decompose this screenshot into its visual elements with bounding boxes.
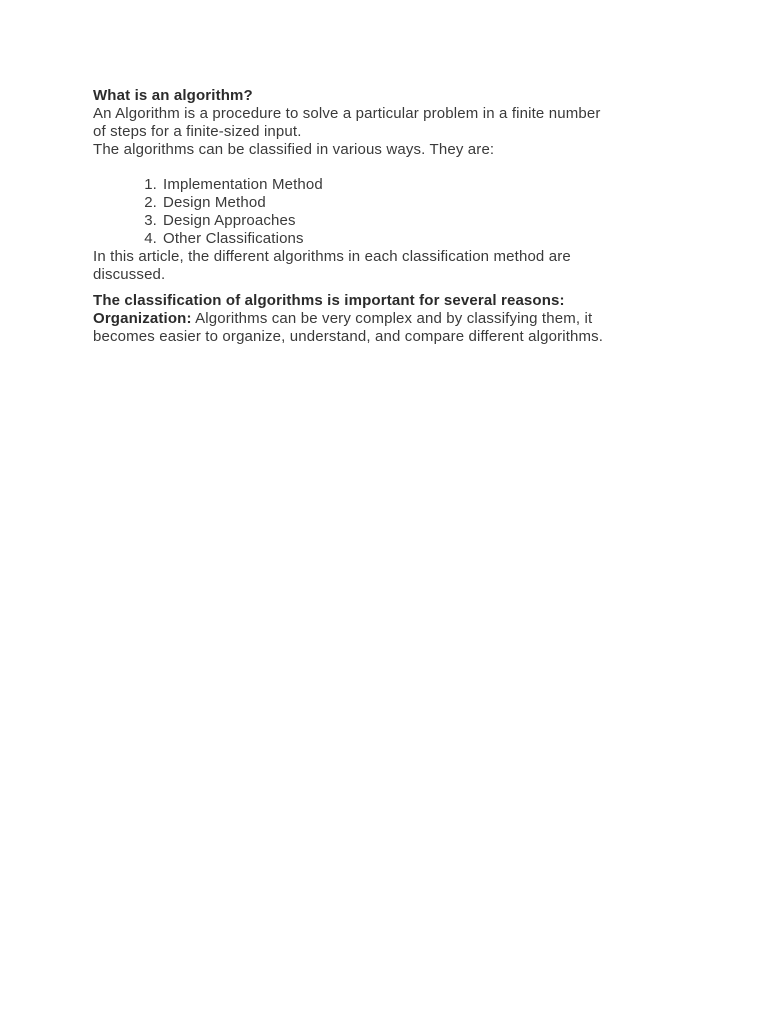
section-heading: What is an algorithm?: [93, 87, 253, 104]
list-item-text: Implementation Method: [163, 176, 323, 193]
organization-paragraph-line-1: [93, 310, 673, 328]
list-item-text: Design Method: [163, 194, 266, 211]
list-item: [93, 176, 673, 194]
list-item-text: Design Approaches: [163, 212, 296, 229]
list-item-number: 3.: [144, 212, 157, 229]
list-item-number: 2.: [144, 194, 157, 211]
classification-list: [93, 176, 673, 248]
importance-heading: The classification of algorithms is important for several reasons:: [93, 292, 565, 309]
list-item: [93, 194, 673, 212]
list-item: [93, 212, 673, 230]
intro-line-2: of steps for a finite-sized input.: [93, 123, 302, 140]
article-line-1: In this article, the different algorithms in each classification method are: [93, 248, 571, 265]
document-body: [93, 87, 673, 346]
list-item-text: Other Classifications: [163, 230, 304, 247]
intro-line-1: An Algorithm is a procedure to solve a particular problem in a finite number: [93, 105, 601, 122]
list-item: [93, 230, 673, 248]
organization-text-2: becomes easier to organize, understand, and compare different algorithms.: [93, 328, 604, 345]
organization-label: Organization:: [93, 310, 192, 327]
classified-line: The algorithms can be classified in various ways. They are:: [93, 141, 495, 158]
article-line-2: discussed.: [93, 266, 166, 283]
organization-text-1: Algorithms can be very complex and by classifying them, it: [191, 310, 593, 327]
list-item-number: 1.: [144, 176, 157, 193]
list-item-number: 4.: [144, 230, 157, 247]
